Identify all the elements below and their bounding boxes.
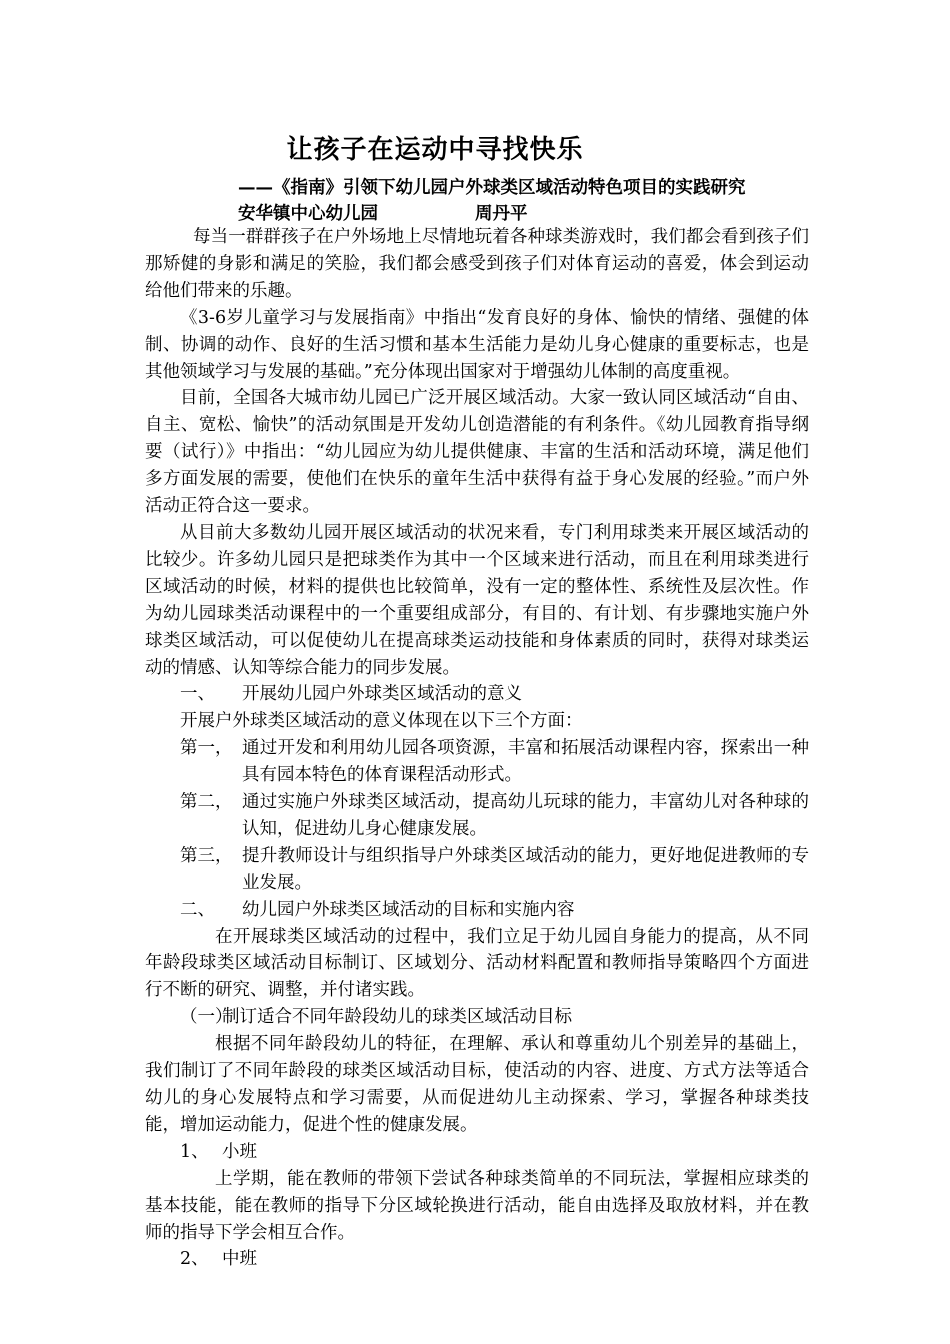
class-heading [145, 1246, 809, 1273]
author-name: 周丹平 [475, 204, 528, 224]
list-item [145, 789, 809, 843]
section-heading [145, 897, 809, 924]
paragraph: 根据不同年龄段幼儿的特征，在理解、承认和尊重幼儿个别差异的基础上，我们制订了不同年龄段的球类区域活动目标，使活动的内容、进度、方式方法等适合幼儿的身心发展特点和学习需要，从而促进幼儿主动探索、学习，掌握各种球类技能，增加运动能力，促进个性的健康发展。 [145, 1034, 809, 1135]
list-item-text: 提升教师设计与组织指导户外球类区域活动的能力，更好地促进教师的专业发展。 [242, 845, 809, 893]
document-subtitle: ——《指南》引领下幼儿园户外球类区域活动特色项目的实践研究 [238, 178, 746, 198]
section-heading [145, 681, 809, 708]
author-school: 安华镇中心幼儿园 [238, 204, 378, 224]
class-name: 小班 [222, 1141, 257, 1162]
class-number: 2、 [180, 1249, 209, 1270]
list-item-number: 第三， [180, 845, 233, 866]
class-name: 中班 [222, 1249, 257, 1270]
section-title: 幼儿园户外球类区域活动的目标和实施内容 [242, 899, 575, 920]
section-intro: 开展户外球类区域活动的意义体现在以下三个方面： [180, 711, 583, 732]
document-body [145, 224, 809, 1273]
section-number: 一、 [180, 684, 215, 705]
section-title: 开展幼儿园户外球类区域活动的意义 [242, 684, 522, 705]
paragraph: 目前，全国各大城市幼儿园已广泛开展区域活动。大家一致认同区域活动“自由、自主、宽松、愉快”的活动氛围是开发幼儿创造潜能的有利条件。《幼儿园教育指导纲要（试行）》中指出：“幼儿园应为幼儿提供健康、丰富的生活和活动环境，满足他们多方面发展的需要，使他们在快乐的童年生活中获得有益于身心发展的经验。”而户外活动正符合这一要求。 [145, 388, 809, 517]
list-item-text: 通过开发和利用幼儿园各项资源，丰富和拓展活动课程内容，探索出一种具有园本特色的体育课程活动形式。 [242, 738, 809, 786]
class-heading [145, 1139, 809, 1166]
paragraph: 《3-6岁儿童学习与发展指南》中指出“发育良好的身体、愉快的情绪、强健的体制、协调的动作、良好的生活习惯和基本生活能力是幼儿身心健康的重要标志，也是其他领域学习与发展的基础。”充分体现出国家对于增强幼儿体制的高度重视。 [145, 307, 809, 382]
subsection-number: （一） [180, 1007, 233, 1028]
document-title: 让孩子在运动中寻找快乐 [286, 135, 584, 165]
paragraph: 从目前大多数幼儿园开展区域活动的状况来看，专门利用球类来开展区域活动的比较少。许多幼儿园只是把球类作为其中一个区域来进行活动，而且在利用球类进行区域活动的时候，材料的提供也比较简单，没有一定的整体性、系统性及层次性。作为幼儿园球类活动课程中的一个重要组成部分，有目的、有计划、有步骤地实施户外球类区域活动，可以促使幼儿在提高球类运动技能和身体素质的同时，获得对球类运动的情感、认知等综合能力的同步发展。 [145, 522, 809, 678]
list-item-number: 第一， [180, 738, 233, 759]
subsection-heading [145, 1004, 809, 1031]
paragraph: 每当一群群孩子在户外场地上尽情地玩着各种球类游戏时，我们都会看到孩子们那矫健的身影和满足的笑脸，我们都会感受到孩子们对体育运动的喜爱，体会到运动给他们带来的乐趣。 [145, 227, 809, 301]
section-intro: 在开展球类区域活动的过程中，我们立足于幼儿园自身能力的提高，从不同年龄段球类区域活动目标制订、区域划分、活动材料配置和教师指导策略四个方面进行不断的研究、调整，并付诸实践。 [145, 926, 809, 1001]
list-item-number: 第二， [180, 792, 233, 813]
list-item [145, 843, 809, 897]
list-item [145, 735, 809, 789]
class-number: 1、 [180, 1141, 209, 1162]
subsection-title: 制订适合不同年龄段幼儿的球类区域活动目标 [222, 1007, 572, 1028]
section-number: 二、 [180, 899, 215, 920]
paragraph: 上学期，能在教师的带领下尝试各种球类简单的不同玩法，掌握相应球类的基本技能，能在教师的指导下分区域轮换进行活动，能自由选择及取放材料，并在教师的指导下学会相互合作。 [145, 1168, 809, 1243]
list-item-text: 通过实施户外球类区域活动，提高幼儿玩球的能力，丰富幼儿对各种球的认知，促进幼儿身心健康发展。 [242, 792, 809, 839]
